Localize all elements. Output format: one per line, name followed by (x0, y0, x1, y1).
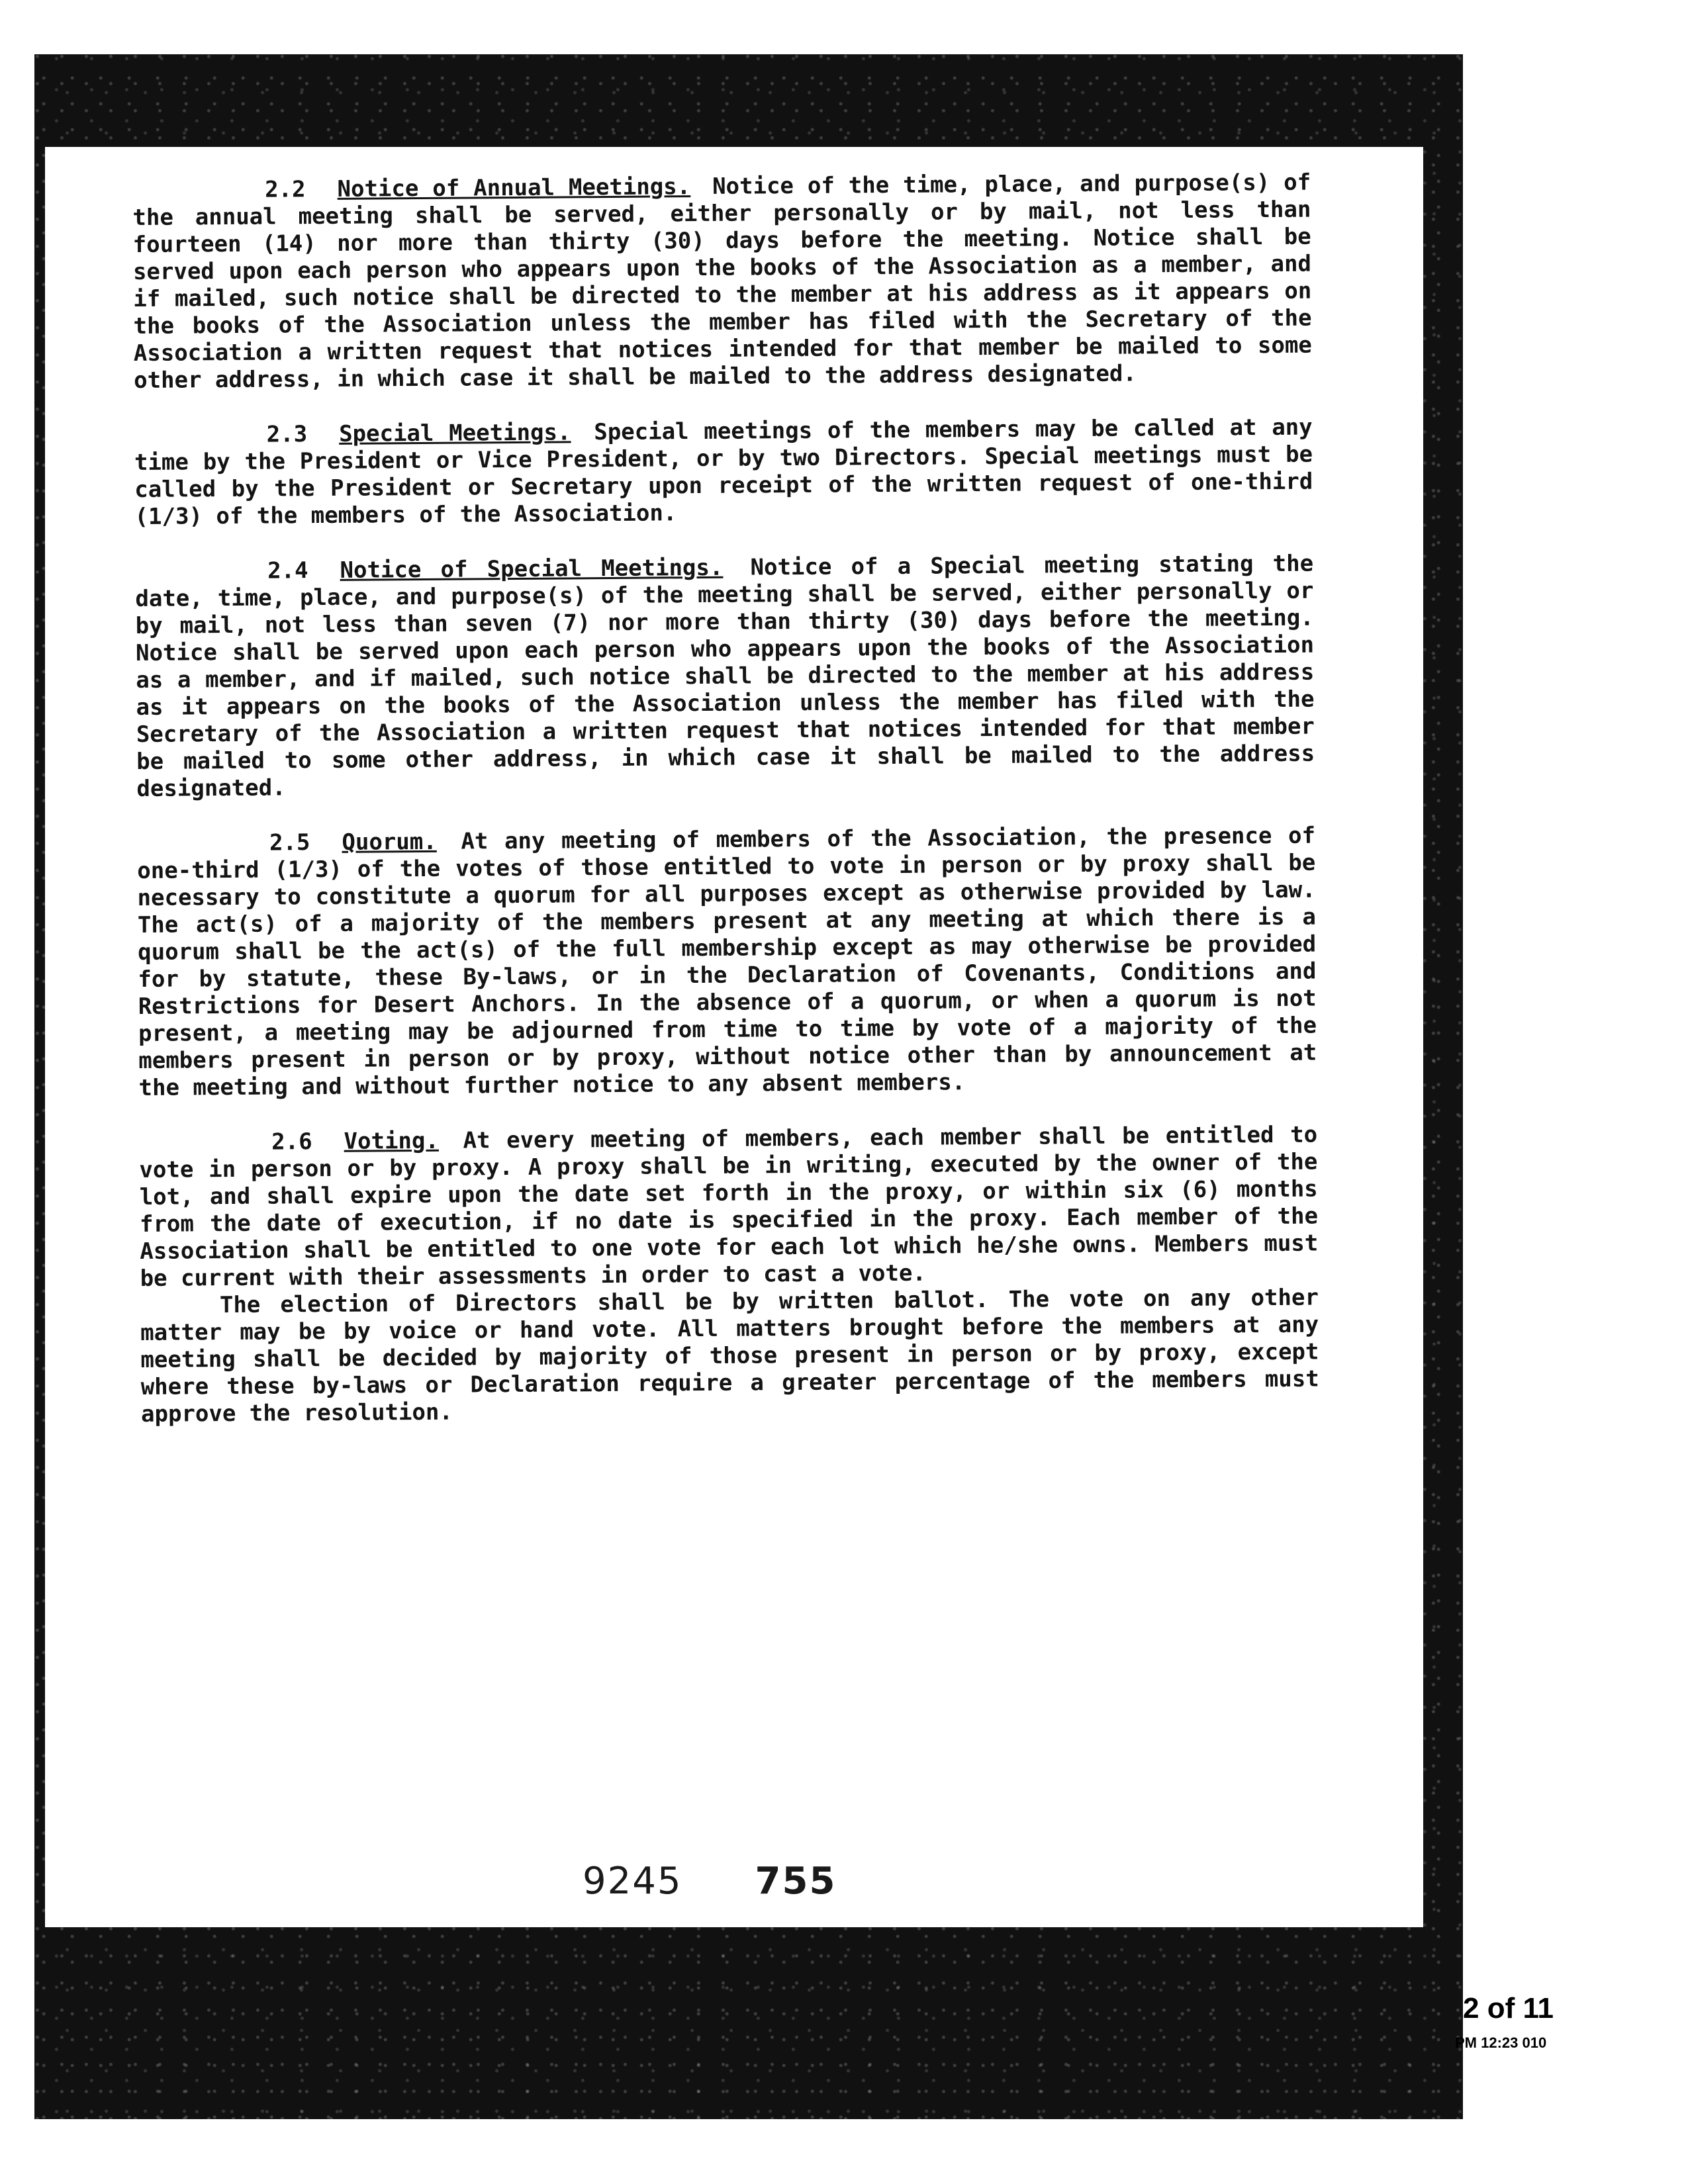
section-number: 2.2 (264, 176, 306, 203)
section-2-6 (139, 1122, 1319, 1428)
recording-stamp (583, 1860, 836, 1903)
section-heading: Voting. (344, 1127, 440, 1155)
section-body: Notice of a Special meeting stating the date, time, place, and purpose(s) of the meeting shall be served, either personally or by mail, not less than seven (7) nor more than thirty (30) days before the meeting. Notice shall be served upon each person who appears upon the books of the Association as a member, and if mailed, such notice shall be directed to the member at his address as it appears on the books of the Association unless the member has filed with the Secretary of the Association a written request that notices intended for that member be mailed to some other address, in which case it shall be mailed to the address designated. (135, 550, 1315, 802)
section-number: 2.5 (269, 829, 310, 856)
print-timestamp: 010 12:23 PM (1455, 2034, 1547, 2051)
section-body: Notice of the time, place, and purpose(s) of the annual meeting shall be served, either personally or by mail, not less than fourteen (14) nor more than thirty (30) days before the meeting. Notice shall be served upon each person who appears upon the books of the Association as a member, and if mailed, such notice shall be directed to the member at his address as it appears on the books of the Association unless the member has filed with the Secretary of the Association a written request that notices intended for that member be mailed to some other address, in which case it shall be mailed to the address designated. (132, 169, 1312, 394)
section-heading: Notice of Special Meetings. (340, 554, 724, 584)
section-2-2 (132, 169, 1312, 394)
recording-book-number: 9245 (583, 1860, 682, 1903)
section-body: At every meeting of members, each member shall be entitled to vote in person or by proxy. A proxy shall be in writing, executed by the owner of the lot, and shall expire upon the date set forth in the proxy, or within six (6) months from the date of execution, if no date is specified in the proxy. Each member of the Association shall be entitled to one vote for each lot which he/she owns. Members must be current with their assessments in order to cast a vote. (139, 1121, 1319, 1292)
section-number: 2.4 (267, 557, 308, 584)
section-2-4 (135, 551, 1315, 803)
section-number: 2.6 (271, 1128, 312, 1156)
section-body-continued: The election of Directors shall be by written ballot. The vote on any other matter may be by voice or hand vote. All matters brought before the members at any meeting shall be decided by majority of those present in person or by proxy, except where these by-laws or Declaration require a greater percentage of the members must approve the resolution. (140, 1284, 1319, 1428)
bylaws-text (132, 169, 1319, 1456)
section-heading: Notice of Annual Meetings. (337, 173, 691, 203)
section-2-3 (134, 414, 1313, 531)
section-body: At any meeting of members of the Association, the presence of one-third (1/3) of the votes of those entitled to vote in person or by proxy shall be necessary to constitute a quorum for all purposes except as otherwise provided by law. The act(s) of a majority of the members present at any meeting at which there is a quorum shall be the act(s) of the full membership except as may otherwise be provided for by statute, these By-laws, or in the Declaration of Covenants, Conditions and Restrictions for Desert Anchors. In the absence of a quorum, or when a quorum is not present, a meeting may be adjourned from time to time by vote of a majority of the members present in person or by proxy, without notice other than by announcement at the meeting and without further notice to any absent members. (137, 822, 1317, 1101)
section-number: 2.3 (266, 421, 308, 448)
recording-page-number: 755 (755, 1860, 837, 1903)
section-2-5 (137, 823, 1317, 1102)
page-counter: 2 of 11 (1463, 1992, 1554, 2025)
section-body: Special meetings of the members may be called at any time by the President or Vice President, or by two Directors. Special meetings must be called by the President or Secretary upon receipt of the written request of one-third (1/3) of the members of the Association. (134, 414, 1313, 530)
section-heading: Quorum. (342, 828, 437, 856)
section-heading: Special Meetings. (338, 419, 571, 447)
